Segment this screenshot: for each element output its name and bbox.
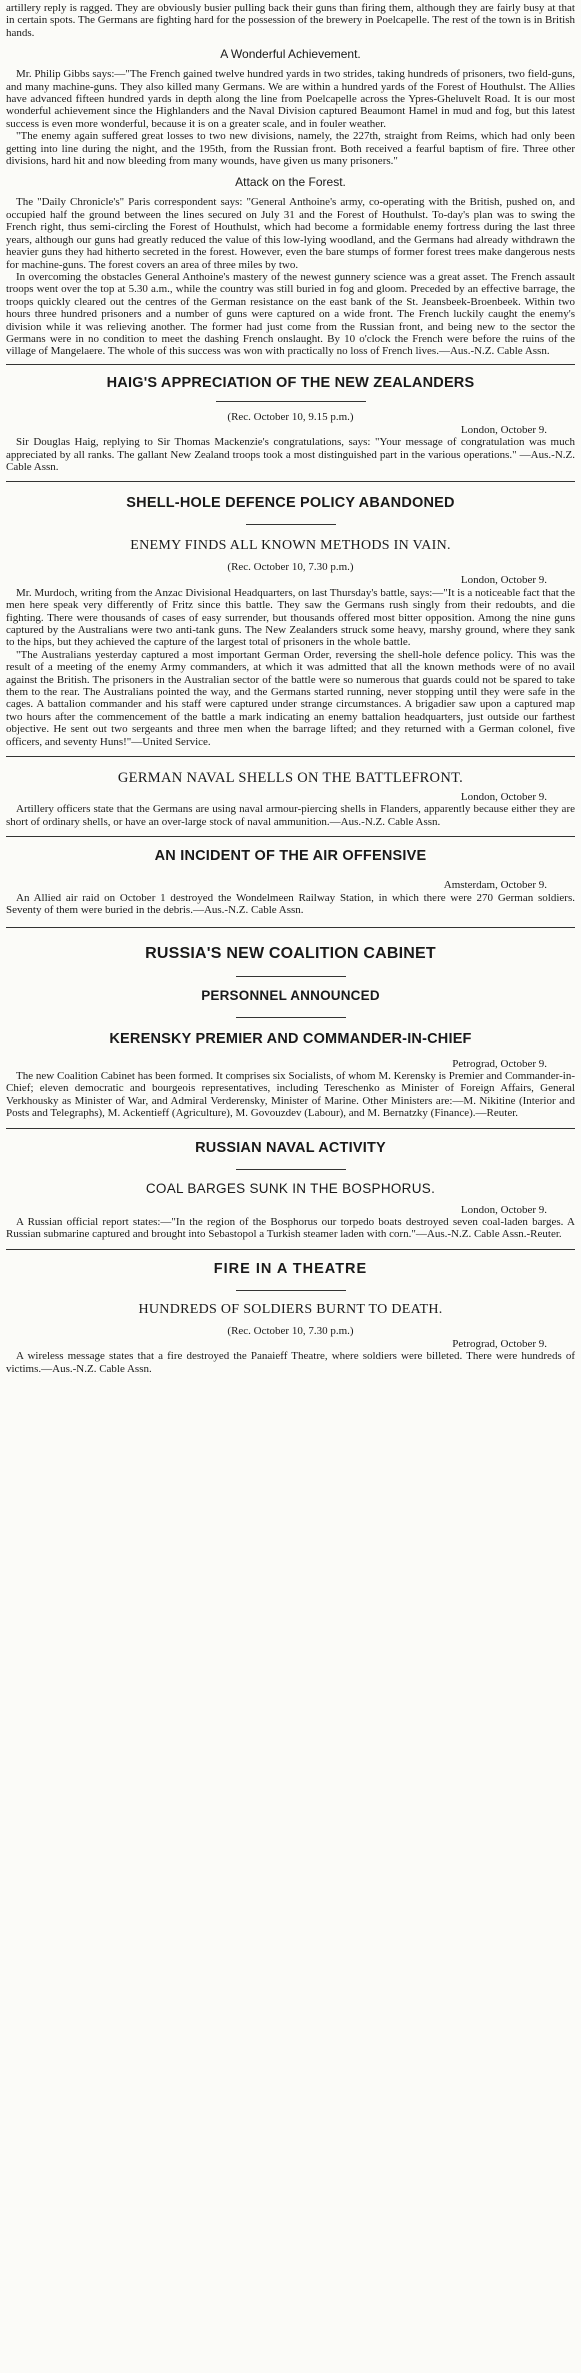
dateline: London, October 9. [460, 1203, 547, 1216]
subheading: Attack on the Forest. [235, 175, 346, 190]
article-paragraph: Artillery officers state that the Germans are using naval armour-piercing shells in Flanders, apparently because either they are short of ordinary shells, or have an over-large stock of naval ammunition.—Aus.-N.Z. Cable Assn. [6, 803, 575, 828]
headline: FIRE IN A THEATRE [213, 1260, 368, 1277]
dateline: Petrograd, October 9. [452, 1337, 547, 1350]
article-forest [6, 175, 575, 357]
article-paragraph: artillery reply is ragged. They are obviously busier pulling back their guns than firing them, although they are fairly busy at that in certain spots. The Germans are fighting hard for the possession of the brewery in Poelcapelle. The rest of the town is in British hands. [6, 2, 575, 39]
short-rule [236, 1290, 346, 1291]
column-rule [6, 1128, 575, 1129]
deck-headline: PERSONNEL ANNOUNCED [201, 987, 380, 1003]
column-rule [6, 364, 575, 365]
dateline: London, October 9. [460, 423, 547, 436]
column-rule [6, 481, 575, 482]
article-paragraph: "The Australians yesterday captured a most important German Order, reversing the shell-hole defence policy. This was the result of a meeting of the enemy Army commanders, at which it was admitted that all the known methods were of no avail against the British. The prisoners in the Australian sector of the battle were so numerous that guards could not be spared to take them to the rear. The Australians pointed the way, and the Germans started running, never stopping until they were safe in the cages. A battalion commander and his staff were captured under strange circumstances. A brigadier saw upon a captured map two hours after the commencement of the battle a mark indicating an enemy battalion headquarters, just outside our farthest objective. He sent out two sergeants and three men when the barrage lifted; and they returned with a German colonel, five officers, and seventy Huns!"—United Service. [6, 648, 575, 748]
article-air [6, 847, 575, 916]
headline: HAIG'S APPRECIATION OF THE NEW ZEALANDERS [106, 374, 475, 391]
received-line: (Rec. October 10, 9.15 p.m.) [227, 410, 354, 423]
article-haig [6, 374, 575, 474]
short-rule [216, 401, 366, 402]
article-paragraph: A Russian official report states:—"In the region of the Bosphorus our torpedo boats destroyed seven coal-laden barges. A Russian submarine captured and brought into Sebastopol a Turkish steamer laden with corn."—Aus.-N.Z. Cable Assn.-Reuter. [6, 1215, 575, 1241]
subheading: A Wonderful Achievement. [220, 47, 361, 62]
article-intro [6, 2, 575, 39]
dateline: Amsterdam, October 9. [443, 879, 547, 892]
dateline: Petrograd, October 9. [452, 1057, 547, 1070]
headline: RUSSIA'S NEW COALITION CABINET [145, 944, 436, 962]
article-russian-naval [6, 1139, 575, 1241]
short-rule [246, 524, 336, 525]
article-paragraph: The "Daily Chronicle's" Paris correspondent says: "General Anthoine's army, co-operating with the British, pushed on, and occupied half the ground between the lines secured on July 31 and the Forest of Houthulst. To-day's plan was to swing the French right, thus semi-circling the Forest of Houthulst, which had become a formidable enemy fortress during the last three years, although our guns had greatly reduced the value of this low-lying woodland, and the Germans had already withdrawn the heavier guns they had hitherto secreted in the forest. However, even the bare stumps of former forest trees make dangerous nests for machine-guns. The forest covers an area of three miles by two. [6, 196, 575, 271]
article-naval-shells [6, 769, 575, 828]
article-paragraph: Sir Douglas Haig, replying to Sir Thomas Mackenzie's congratulations, says: "Your message of congratulation was much appreciated by all ranks. The gallant New Zealand troops took a most distinguished part in the various operations." —Aus.-N.Z. Cable Assn. [6, 436, 575, 473]
received-line: (Rec. October 10, 7.30 p.m.) [227, 1324, 354, 1337]
deck-headline: COAL BARGES SUNK IN THE BOSPHORUS. [145, 1180, 436, 1196]
deck-headline: ENEMY FINDS ALL KNOWN METHODS IN VAIN. [130, 538, 451, 554]
article-paragraph: "The enemy again suffered great losses to two new divisions, namely, the 227th, straight from Reims, which had only been getting into line during the night, and the 195th, from the Russian front. Both received a fearful baptism of fire. Three other divisions, hard hit and now bleeding from many wounds, have given us many prisoners." [6, 130, 575, 168]
article-paragraph: Mr. Murdoch, writing from the Anzac Divisional Headquarters, on last Thursday's battle, says:—"It is a noticeable fact that the men here speak very differently of Fritz since this battle. They saw the Germans rush singly from their redoubts, and die fighting. There were thousands of cases of easy surrender, but thousands offered most bitter opposition. Among the nine guns captured by the Australians were two anti-tank guns. The New Zealanders struck some heavy, marshy ground, where they sank to the hips, but they achieved the capture of the largest total of prisoners in the whole battle. [6, 586, 575, 649]
short-rule [236, 976, 346, 977]
headline: SHELL-HOLE DEFENCE POLICY ABANDONED [126, 495, 455, 512]
article-russia [6, 944, 575, 1120]
short-rule [236, 1017, 346, 1018]
headline: RUSSIAN NAVAL ACTIVITY [195, 1139, 386, 1156]
article-theatre [6, 1260, 575, 1375]
headline: GERMAN NAVAL SHELLS ON THE BATTLEFRONT. [117, 770, 464, 787]
received-line: (Rec. October 10, 7.30 p.m.) [227, 561, 354, 574]
column-rule [6, 836, 575, 837]
column-rule [6, 756, 575, 757]
article-paragraph: Mr. Philip Gibbs says:—"The French gained twelve hundred yards in two strides, taking hundreds of prisoners, two field-guns, and many machine-guns. They also killed many Germans. We are within a hundred yards of the Forest of Houthulst. The Allies have advanced fifteen hundred yards in depth along the line from Poelcapelle across the Ypres-Gheluvelt Road. It is our most wonderful achievement since the Highlanders and the Naval Division captured Beaumont Hamel in mud and fog, but this latest success is even more wonderful, because it is on a greater scale, and in fouler weather. [6, 68, 575, 130]
article-paragraph: The new Coalition Cabinet has been formed. It comprises six Socialists, of whom M. Kerensky is Premier and Commander-in-Chief; eleven democratic and bourgeois representatives, including Tereschenko as Minister of Foreign Affairs, General Verkhousky as Minister of War, and Admiral Verderensky, Minister of Marine. Other Ministers are:—M. Nikitine (Interior and Posts and Telegraphs), M. Ackentieff (Agriculture), M. Govouzdev (Labour), and M. Bernatzky (Finance).—Reuter. [6, 1069, 575, 1120]
column-rule [6, 927, 575, 928]
dateline: London, October 9. [460, 574, 547, 587]
article-paragraph: A wireless message states that a fire destroyed the Panaieff Theatre, where soldiers were billeted. There were hundreds of victims.—Aus.-N.Z. Cable Assn. [6, 1350, 575, 1375]
article-shellhole [6, 494, 575, 748]
headline: AN INCIDENT OF THE AIR OFFENSIVE [154, 848, 427, 865]
column-rule [6, 1249, 575, 1250]
deck-headline: KERENSKY PREMIER AND COMMANDER-IN-CHIEF [109, 1030, 472, 1047]
short-rule [236, 1169, 346, 1170]
deck-headline: HUNDREDS OF SOLDIERS BURNT TO DEATH. [138, 1301, 443, 1317]
article-achievement [6, 47, 575, 167]
article-paragraph: An Allied air raid on October 1 destroyed the Wondelmeen Railway Station, in which there were 270 German soldiers. Seventy of them were buried in the debris.—Aus.-N.Z. Cable Assn. [6, 891, 575, 917]
article-paragraph: In overcoming the obstacles General Anthoine's mastery of the newest gunnery science was a great asset. The French assault troops went over the top at 5.30 a.m., while the country was still buried in fog and gloom. Preceded by an effective barrage, the troops quickly cleared out the centres of the German resistance on the east bank of the St. Jeansbeek-Broenbeek. Within two hours three hundred prisoners and a number of guns were captured on a wide front. The French luckily caught the enemy's division while it was relieving another. The former had just come from the Russian front, and being new to the sector the Germans were in no condition to meet the dashing French onslaught. By 10 o'clock the French were before the ruins of the village of Mangelaere. The whole of this success was won with practically no loss of French lives.—Aus.-N.Z. Cable Assn. [6, 270, 575, 358]
dateline: London, October 9. [460, 791, 547, 804]
